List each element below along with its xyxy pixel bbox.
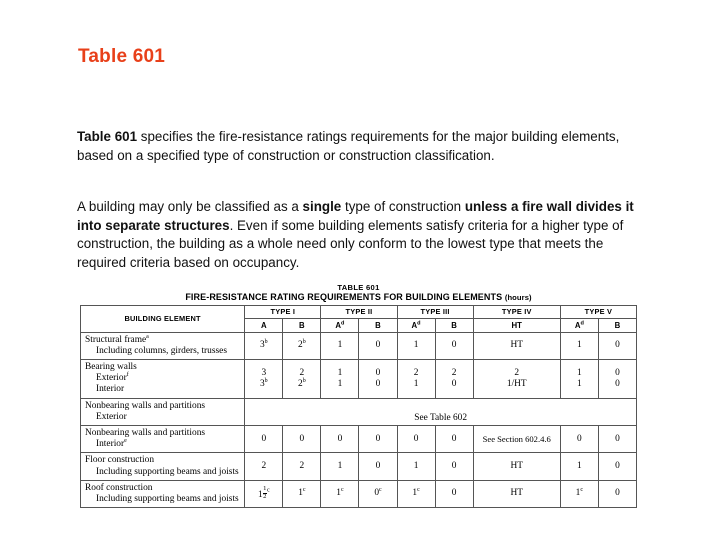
cell-type-v-b: 0 xyxy=(598,332,636,359)
page-title: Table 601 xyxy=(78,46,165,67)
cell-type-ii-b: 0 0 xyxy=(359,359,397,398)
cell-type-iii-b: 0 xyxy=(435,332,473,359)
row-label-nonbearing-exterior: Nonbearing walls and partitions Exterior xyxy=(81,398,245,425)
cell-type-iv-ht: HT xyxy=(473,453,560,480)
row-label-nonbearing-interior: Nonbearing walls and partitions Interior$^e$ xyxy=(81,425,245,452)
header-type-ii: TYPE II xyxy=(321,305,397,318)
paragraph-2-bold-2: unless a fire wall divides it into separate structures xyxy=(77,199,634,233)
table-caption-title-text: FIRE-RESISTANCE RATING REQUIREMENTS FOR BUILDING ELEMENTS xyxy=(185,292,503,302)
row-label-floor-construction: Floor construction Including supporting beams and joists xyxy=(81,453,245,480)
table-row xyxy=(81,480,637,507)
row-label-bearing-walls: Bearing walls Exterior$^f$ Interior xyxy=(81,359,245,398)
header-type-iii: TYPE III xyxy=(397,305,473,318)
cell-type-v-b: 0 0 xyxy=(598,359,636,398)
subheader-type-ii-b: B xyxy=(359,318,397,332)
cell-type-v-a: 1 1 xyxy=(560,359,598,398)
cell-type-i-a: 3$^b$ xyxy=(245,332,283,359)
cell-type-ii-a: 1 xyxy=(321,332,359,359)
table-caption-units: (hours) xyxy=(504,293,532,302)
cell-type-iii-a: 2 1 xyxy=(397,359,435,398)
cell-type-iv-ht: 2 1/HT xyxy=(473,359,560,398)
fire-resistance-table xyxy=(80,305,637,509)
header-type-iv: TYPE IV xyxy=(473,305,560,318)
cell-type-i-b: 1$^c$ xyxy=(283,480,321,507)
cell-type-ii-a: 0 xyxy=(321,425,359,452)
table-row xyxy=(81,425,637,452)
cell-type-i-a: 2 xyxy=(245,453,283,480)
paragraph-1-rest: specifies the fire-resistance ratings requirements for the major building elements, based on a specified type of construction or construction classification. xyxy=(77,129,620,163)
cell-type-iii-b: 2 0 xyxy=(435,359,473,398)
subheader-type-i-a: A xyxy=(245,318,283,332)
cell-type-iii-a: 1$^c$ xyxy=(397,480,435,507)
subheader-type-i-b: B xyxy=(283,318,321,332)
subheader-type-v-b: B xyxy=(598,318,636,332)
row-label-roof-construction: Roof construction Including supporting beams and joists xyxy=(81,480,245,507)
header-building-element: BUILDING ELEMENT xyxy=(81,305,245,332)
cell-type-i-b: 2 xyxy=(283,453,321,480)
table-row xyxy=(81,359,637,398)
table-row xyxy=(81,332,637,359)
table-row xyxy=(81,398,637,425)
cell-type-i-b: 2 2$^b$ xyxy=(283,359,321,398)
table-caption-title xyxy=(80,292,637,303)
subheader-type-v-a: $A^d$ xyxy=(560,318,598,332)
cell-type-i-a: 1 $\frac{1}{2}$ $^c$ xyxy=(245,480,283,507)
cell-type-iii-b: 0 xyxy=(435,425,473,452)
cell-type-i-b: 2$^b$ xyxy=(283,332,321,359)
subheader-type-ii-a: $A^d$ xyxy=(321,318,359,332)
cell-type-iii-b: 0 xyxy=(435,480,473,507)
paragraph-2-part-1: A building may only be classified as a xyxy=(77,199,303,214)
cell-type-ii-b: 0 xyxy=(359,453,397,480)
cell-type-iv-ht: See Section 602.4.6 xyxy=(473,425,560,452)
cell-see-table-602: See Table 602 xyxy=(245,398,637,425)
cell-type-iii-a: 0 xyxy=(397,425,435,452)
subheader-type-iv-ht: HT xyxy=(473,318,560,332)
code-table-figure xyxy=(80,283,637,508)
cell-type-v-a: 1 xyxy=(560,453,598,480)
paragraph-classification xyxy=(77,198,652,272)
paragraph-2-part-3: . Even if some building elements satisfy criteria for a higher type of construction, the building as a whole need only conform to the lowest type that meets the required criteria based on occupancy. xyxy=(77,217,624,270)
cell-type-v-a: 1$^c$ xyxy=(560,480,598,507)
cell-type-v-a: 1 xyxy=(560,332,598,359)
cell-type-iv-ht: HT xyxy=(473,480,560,507)
cell-type-i-a: 0 xyxy=(245,425,283,452)
paragraph-summary xyxy=(77,128,652,165)
row-label-structural-frame: Structural frame$^a$ Including columns, girders, trusses xyxy=(81,332,245,359)
cell-type-ii-b: 0 xyxy=(359,425,397,452)
cell-type-iv-ht: HT xyxy=(473,332,560,359)
cell-type-ii-a: 1$^c$ xyxy=(321,480,359,507)
subheader-type-iii-a: $A^d$ xyxy=(397,318,435,332)
cell-type-v-a: 0 xyxy=(560,425,598,452)
cell-type-iii-a: 1 xyxy=(397,332,435,359)
header-type-i: TYPE I xyxy=(245,305,321,318)
cell-type-ii-b: 0 xyxy=(359,332,397,359)
table-header-group-row xyxy=(81,305,637,318)
paragraph-1-lead: Table 601 xyxy=(77,129,138,144)
cell-type-ii-a: 1 xyxy=(321,453,359,480)
table-caption-number: TABLE 601 xyxy=(337,283,380,292)
paragraph-2-bold-1: single xyxy=(302,199,342,214)
cell-type-ii-b: 0$^c$ xyxy=(359,480,397,507)
cell-type-v-b: 0 xyxy=(598,480,636,507)
cell-type-i-a: 3 3$^b$ xyxy=(245,359,283,398)
paragraph-2-part-2: type of construction xyxy=(341,199,465,214)
table-row xyxy=(81,453,637,480)
cell-type-i-b: 0 xyxy=(283,425,321,452)
header-type-v: TYPE V xyxy=(560,305,636,318)
subheader-type-iii-b: B xyxy=(435,318,473,332)
cell-type-v-b: 0 xyxy=(598,425,636,452)
cell-type-iii-b: 0 xyxy=(435,453,473,480)
cell-type-v-b: 0 xyxy=(598,453,636,480)
cell-type-ii-a: 1 1 xyxy=(321,359,359,398)
cell-type-iii-a: 1 xyxy=(397,453,435,480)
